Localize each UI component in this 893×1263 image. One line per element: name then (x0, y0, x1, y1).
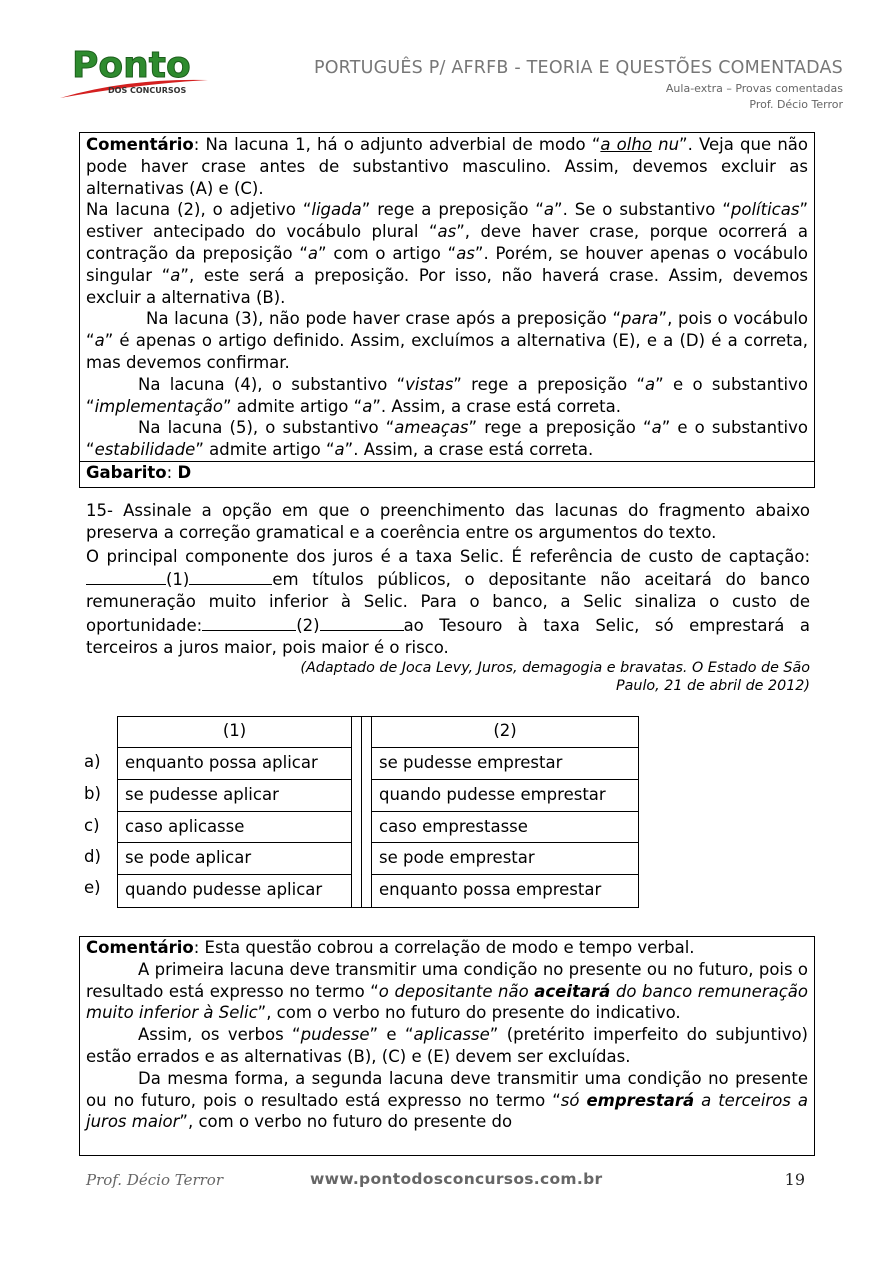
emph: a (334, 440, 345, 460)
logo-subtext: DOS CONCURSOS (108, 86, 187, 95)
text: ” com o artigo “ (318, 243, 457, 263)
text: ” admite artigo “ (195, 440, 335, 460)
emph: do banco remuneração muito inferior à Selic (86, 981, 808, 1023)
paragraph (86, 1068, 808, 1133)
gabarito-value: D (177, 462, 192, 482)
header-subtitle: Aula-extra – Provas comentadas (665, 82, 843, 95)
option-letter: c) (84, 816, 100, 835)
option-letter: e) (84, 878, 101, 897)
citation: (Adaptado de Joca Levy, Juros, demagogia e bravatas. O Estado de São (300, 659, 810, 676)
table-cell: caso emprestasse (372, 812, 638, 843)
text: ”, este será a preposição. Por isso, não haverá crase. Assim, devemos excluir a alternativa (B). (86, 265, 809, 307)
table-cell: se pudesse aplicar (118, 780, 351, 812)
text: Na lacuna (5), o substantivo “ (138, 418, 395, 438)
table-cell: se pode aplicar (118, 843, 351, 875)
text: Na lacuna (2), o adjetivo “ (86, 200, 312, 220)
comment-label: Comentário (86, 938, 194, 957)
text: ” e “ (369, 1025, 414, 1045)
text: ”. Porém, se houver apenas o vocábulo singular “ (86, 243, 808, 285)
emph: a (307, 243, 319, 263)
emph: a (651, 418, 662, 438)
emph: aplicasse (413, 1025, 490, 1045)
table-column-2 (371, 716, 639, 908)
page-number: 19 (784, 1170, 805, 1189)
table-separator (352, 716, 371, 908)
emph: para (621, 309, 659, 329)
table-cell: enquanto possa emprestar (379, 880, 602, 899)
emph: a olho (600, 135, 652, 154)
comment-box-2 (79, 936, 815, 1156)
options-table (84, 716, 644, 912)
emph: pudesse (300, 1025, 370, 1045)
text: Na lacuna (3), não pode haver crase após a preposição “ (146, 309, 622, 329)
text: ao Tesouro à taxa Selic, só emprestará a terceiros a juros maior, pois maior é o risco. (86, 615, 810, 657)
text: ” é apenas o artigo definido. Assim, excluímos a alternativa (E), e a (D) é a correta, mas devemos confirmar. (86, 331, 808, 372)
text: ” estiver antecipado do vocábulo plural “ (86, 200, 809, 242)
text: ”. Se o substantivo “ (554, 200, 731, 220)
comment-label: Comentário (86, 135, 194, 154)
blank-line (202, 613, 296, 631)
blank-label: (2) (296, 615, 320, 635)
emph: políticas (730, 200, 800, 220)
text: : Esta questão cobrou a correlação de modo e tempo verbal. (193, 938, 695, 957)
header-author: Prof. Décio Terror (749, 98, 843, 111)
logo-text: Ponto (72, 45, 191, 86)
emph: a (94, 331, 105, 351)
text: ”. Assim, a crase está correta. (372, 396, 621, 416)
paragraph (86, 937, 808, 959)
emph: a (362, 396, 373, 416)
paragraph (86, 959, 808, 1024)
question-statement: 15- Assinale a opção em que o preenchimento das lacunas do fragmento abaixo preserva a correção gramatical e a coerência entre os argumentos do texto. (86, 501, 810, 542)
emph: ameaças (394, 418, 469, 438)
table-column-1 (117, 716, 352, 908)
text: ” rege a preposição “ (453, 374, 646, 394)
table-cell: enquanto possa aplicar (118, 748, 351, 780)
footer-site: www.pontodosconcursos.com.br (310, 1170, 603, 1188)
gabarito-label: Gabarito (86, 462, 167, 482)
paragraph (86, 417, 808, 461)
text: ” rege a preposição “ (468, 418, 652, 438)
emph: as (456, 243, 475, 263)
emph: vistas (405, 374, 454, 394)
emph: as (437, 222, 457, 242)
emph: a (170, 265, 181, 285)
text: ”, pois o vocábulo “ (86, 309, 808, 351)
text: Assim, os verbos “ (138, 1025, 301, 1045)
paragraph (86, 374, 808, 418)
emph: estabilidade (94, 440, 196, 460)
text: Da mesma forma, a segunda lacuna deve transmitir uma condição no presente ou no futuro, pois o resultado está expresso no termo “ (86, 1068, 808, 1110)
text: em títulos públicos, o depositante não aceitará do banco remuneração muito inferior à Selic. Para o banco, a Selic sinaliza o custo de oportunidade: (86, 570, 810, 635)
separator-line (361, 717, 362, 907)
table-cell: se pudesse emprestar (372, 748, 638, 780)
table-cell: quando pudesse aplicar (125, 880, 323, 899)
paragraph (86, 199, 808, 308)
citation: Paulo, 21 de abril de 2012) (616, 677, 810, 694)
header-title: PORTUGUÊS P/ AFRFB - TEORIA E QUESTÕES COMENTADAS (313, 58, 843, 78)
text: ”. Veja que não pode haver crase antes de substantivo masculino. Assim, devemos excluir as alternativas (A) e (C). (86, 135, 808, 198)
emph: o depositante não (378, 981, 535, 1001)
text: ”. Assim, a crase está correta. (344, 440, 594, 460)
emph: ligada (311, 200, 362, 220)
table-cell: se pode emprestar (372, 843, 638, 875)
table-cell: quando pudesse emprestar (372, 780, 638, 812)
text: ” rege a preposição “ (361, 200, 544, 220)
comment-box-1 (79, 132, 815, 488)
text: : Na lacuna 1, há o adjunto adverbial de modo “ (193, 135, 601, 154)
emph: a (543, 200, 555, 220)
paragraph (86, 1024, 808, 1068)
emph: só (560, 1090, 587, 1110)
blank-line (86, 567, 166, 585)
text: ” (pretérito imperfeito do subjuntivo) estão errados e as alternativas (B), (C) e (E) devem ser excluídas. (86, 1025, 808, 1066)
text: A primeira lacuna deve transmitir uma condição no presente ou no futuro, pois o resultado está expresso no termo “ (86, 959, 808, 1001)
text: : (166, 462, 178, 482)
option-letter: d) (84, 847, 101, 866)
paragraph (86, 134, 808, 199)
emph: nu (651, 135, 680, 154)
ponto-logo (58, 40, 218, 102)
option-letter: a) (84, 752, 101, 771)
option-letter: b) (84, 784, 101, 803)
text: ”, com o verbo no futuro do presente do (179, 1112, 513, 1132)
text: ” admite artigo “ (222, 396, 363, 416)
blank-line (189, 567, 272, 585)
text: ” e o substantivo “ (86, 418, 808, 460)
question-15 (86, 500, 810, 695)
question-text (86, 546, 810, 659)
emph: implementação (94, 396, 223, 416)
text: ” e o substantivo “ (86, 374, 808, 416)
gabarito (80, 461, 814, 483)
comment-body (80, 133, 814, 461)
blank-label: (1) (166, 570, 190, 590)
blank-line (320, 613, 404, 631)
emph: a terceiros a juros maior (86, 1090, 808, 1132)
emph-bold: emprestará (586, 1090, 695, 1110)
table-cell: caso aplicasse (118, 812, 351, 843)
paragraph (86, 308, 808, 373)
table-header: (1) (118, 717, 351, 748)
text: O principal componente dos juros é a taxa Selic. É referência de custo de captação: (86, 546, 810, 566)
text: ”, deve haver crase, porque ocorrerá a contração da preposição “ (86, 222, 808, 263)
table-header: (2) (372, 717, 638, 748)
text: Na lacuna (4), o substantivo “ (138, 374, 406, 394)
emph-bold: aceitará (534, 981, 611, 1001)
emph: a (645, 374, 656, 394)
footer-author: Prof. Décio Terror (86, 1171, 224, 1189)
text: ”, com o verbo no futuro do presente do indicativo. (257, 1003, 681, 1023)
